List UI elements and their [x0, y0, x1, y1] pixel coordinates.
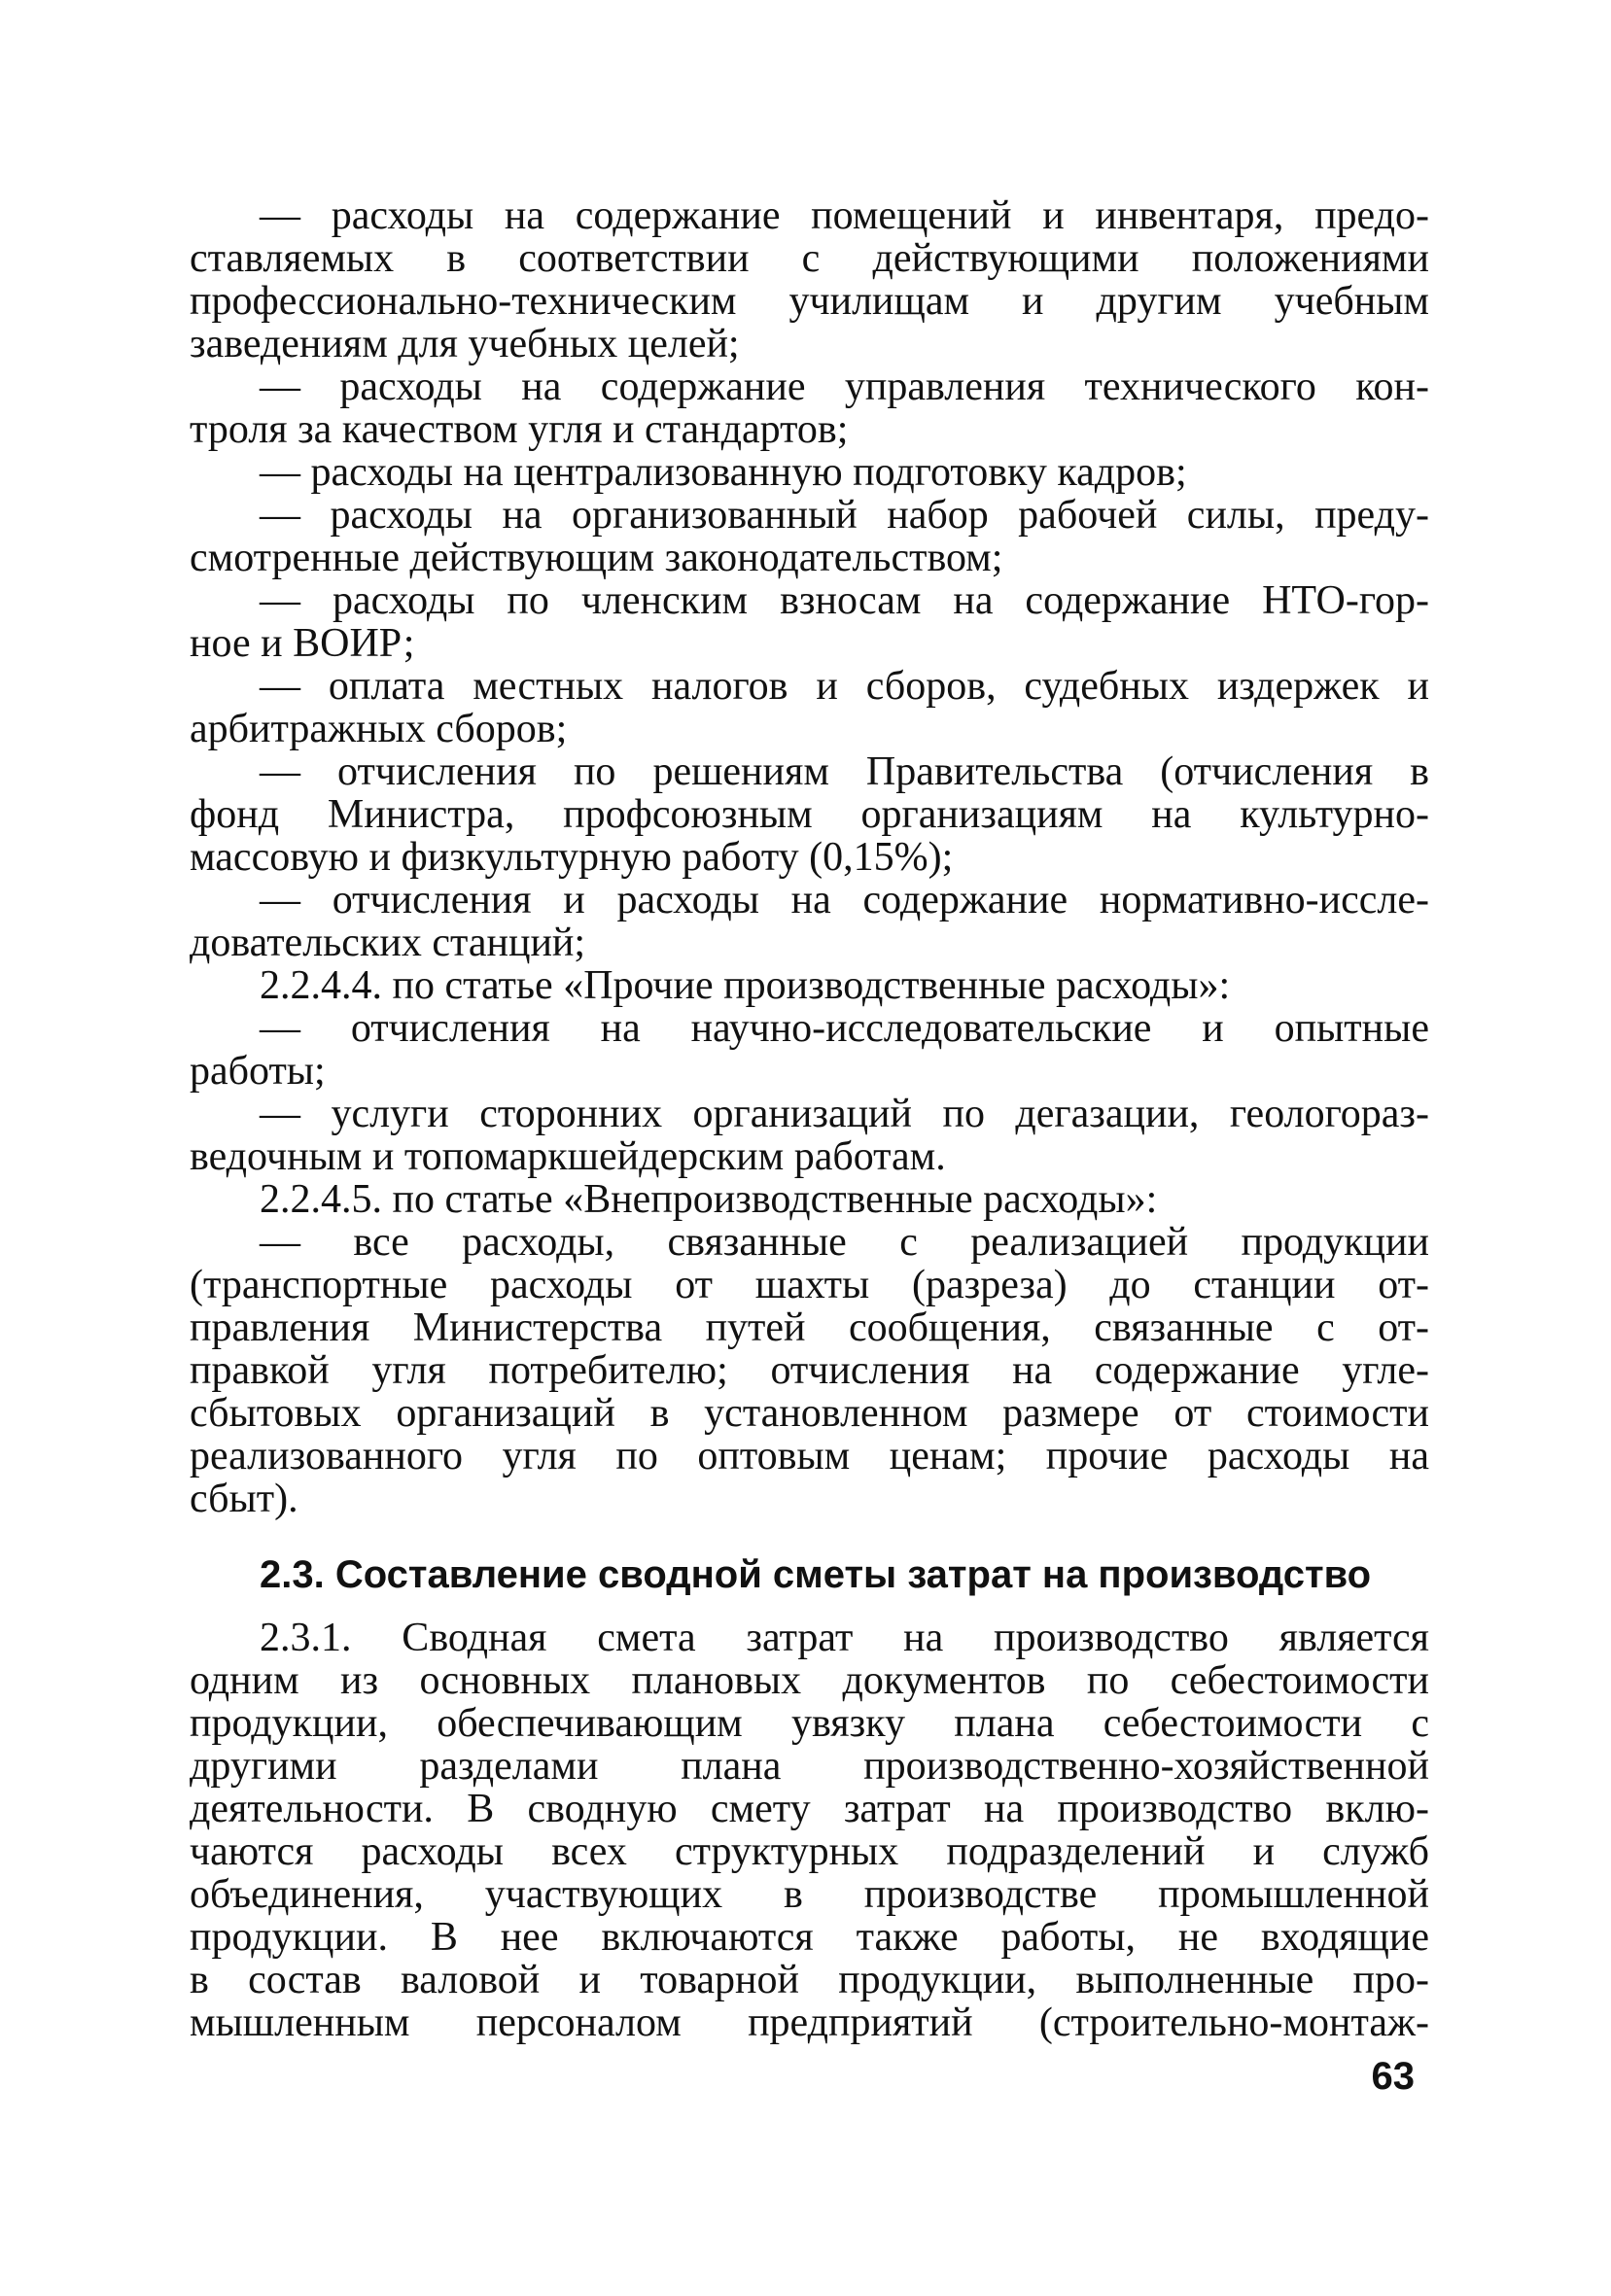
text-line: продукции. В нее включаются также работы, не входящие	[190, 1915, 1429, 1960]
list-item	[190, 494, 1429, 579]
text-line: ное и ВОИР;	[190, 621, 415, 666]
text-line: объединения, участвующих в производстве промышленной	[190, 1872, 1429, 1917]
text-line: деятельности. В сводную смету затрат на производство вклю-	[190, 1787, 1429, 1831]
text-line: реализованного угля по оптовым ценам; прочие расходы на	[190, 1434, 1429, 1478]
text-line: довательских станций;	[190, 921, 586, 965]
text-line: сбытовых организаций в установленном размере от стоимости	[190, 1391, 1429, 1436]
text-line: (транспортные расходы от шахты (разреза) до станции от-	[190, 1263, 1429, 1307]
list-item	[190, 1093, 1429, 1178]
list-item	[190, 665, 1429, 750]
text-line: — отчисления на научно-исследовательские и опытные	[260, 1006, 1429, 1051]
text-line: — расходы по членским взносам на содержание НТО-гор-	[260, 578, 1429, 623]
text-line: ведочным и топомаркшейдерским работам.	[190, 1134, 946, 1179]
page-number: 63	[1371, 2055, 1415, 2098]
list-item	[190, 451, 1429, 494]
text-line: мышленным персоналом предприятий (строительно-монтаж-	[190, 2000, 1429, 2045]
text-line: 2.3.1. Сводная смета затрат на производство является	[260, 1616, 1429, 1660]
text-line: — расходы на организованный набор рабочей силы, преду-	[260, 493, 1429, 538]
list-item	[190, 750, 1429, 879]
clause-paragraph	[190, 964, 1429, 1007]
text-line: работы;	[190, 1049, 326, 1094]
text-line: правления Министерства путей сообщения, связанные с от-	[190, 1305, 1429, 1350]
text-line: — отчисления по решениям Правительства (отчисления в	[260, 749, 1429, 794]
text-line: троля за качеством угля и стандартов;	[190, 407, 849, 452]
list-item	[190, 365, 1429, 451]
text-line: — расходы на содержание помещений и инвентаря, предо-	[260, 193, 1429, 238]
text-line: — расходы на содержание управления технического кон-	[260, 365, 1429, 409]
text-line: правкой угля потребителю; отчисления на содержание угле-	[190, 1348, 1429, 1393]
text-line: 2.2.4.5. по статье «Внепроизводственные расходы»:	[260, 1177, 1158, 1222]
section-heading: 2.3. Составление сводной сметы затрат на производство	[260, 1553, 1372, 1596]
page-body	[190, 194, 1429, 2044]
clause-paragraph	[190, 1617, 1429, 2044]
text-line: заведениям для учебных целей;	[190, 322, 740, 366]
text-line: продукции, обеспечивающим увязку плана себестоимости с	[190, 1701, 1429, 1746]
text-line: в состав валовой и товарной продукции, выполненные про-	[190, 1958, 1429, 2002]
list-item	[190, 579, 1429, 665]
text-line: чаются расходы всех структурных подразделений и служб	[190, 1829, 1429, 1874]
list-item	[190, 879, 1429, 964]
text-line: сбыт).	[190, 1477, 298, 1521]
text-line: 2.2.4.4. по статье «Прочие производственные расходы»:	[260, 963, 1231, 1008]
text-line: ставляемых в соответствии с действующими положениями	[190, 236, 1429, 281]
list-item	[190, 194, 1429, 365]
clause-paragraph	[190, 1178, 1429, 1221]
list-item	[190, 1007, 1429, 1093]
text-line: профессионально-техническим училищам и другим учебным	[190, 279, 1429, 324]
text-line: — услуги сторонних организаций по дегазации, геологораз-	[260, 1092, 1429, 1136]
text-line: фонд Министра, профсоюзным организациям на культурно-	[190, 792, 1429, 837]
text-line: смотренные действующим законодательством;	[190, 536, 1003, 580]
list-item	[190, 1221, 1429, 1520]
text-line: — расходы на централизованную подготовку кадров;	[260, 450, 1187, 495]
text-line: арбитражных сборов;	[190, 707, 568, 751]
text-line: одним из основных плановых документов по себестоимости	[190, 1658, 1429, 1703]
text-line: — все расходы, связанные с реализацией продукции	[260, 1220, 1429, 1265]
text-line: массовую и физкультурную работу (0,15%);	[190, 835, 954, 880]
text-line: — оплата местных налогов и сборов, судебных издержек и	[260, 664, 1429, 709]
text-line: — отчисления и расходы на содержание нормативно-иссле-	[260, 878, 1429, 922]
text-line: другими разделами плана производственно-хозяйственной	[190, 1744, 1429, 1789]
